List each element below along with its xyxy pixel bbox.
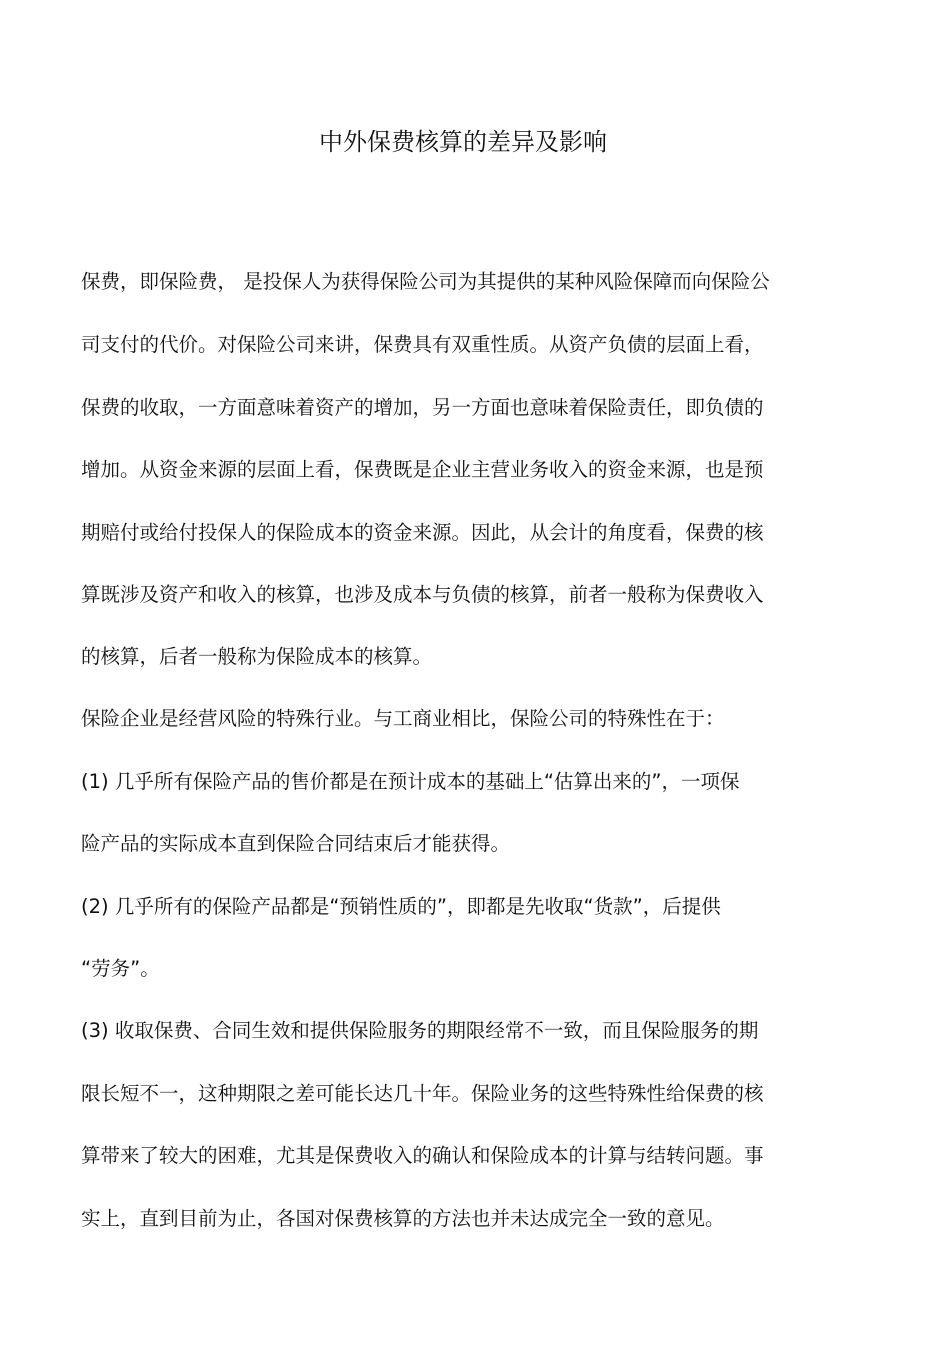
list-item-line: (2) 几乎所有的保险产品都是“预销性质的”，即都是先收取“货款”，后提供 (81, 895, 721, 918)
paragraph-line: 的核算，后者一般称为保险成本的核算。 (81, 645, 433, 668)
paragraph-line: 司支付的代价。对保险公司来讲，保费具有双重性质。从资产负债的层面上看， (81, 333, 764, 356)
page-title: 中外保费核算的差异及影响 (319, 128, 607, 156)
list-item-line: 限长短不一，这种期限之差可能长达几十年。保险业务的这些特殊性给保费的核 (81, 1082, 764, 1105)
paragraph-line: 增加。从资金来源的层面上看，保费既是企业主营业务收入的资金来源，也是预 (81, 458, 764, 481)
paragraph-line: 期赔付或给付投保人的保险成本的资金来源。因此，从会计的角度看，保费的核 (81, 521, 764, 544)
list-item-line: 实上，直到目前为止，各国对保费核算的方法也并未达成完全一致的意见。 (81, 1207, 725, 1230)
list-item-line: 算带来了较大的困难，尤其是保费收入的确认和保险成本的计算与结转问题。事 (81, 1144, 764, 1167)
paragraph-line: 保费的收取，一方面意味着资产的增加，另一方面也意味着保险责任，即负债的 (81, 396, 764, 419)
list-item-line: (1) 几乎所有保险产品的售价都是在预计成本的基础上“估算出来的”，一项保 (81, 770, 740, 793)
list-item-line: (3) 收取保费、合同生效和提供保险服务的期限经常不一致，而且保险服务的期 (81, 1019, 759, 1042)
paragraph-line: 算既涉及资产和收入的核算，也涉及成本与负债的核算，前者一般称为保费收入 (81, 583, 764, 606)
list-item-line: 险产品的实际成本直到保险合同结束后才能获得。 (81, 832, 511, 855)
paragraph-line: 保费，即保险费， 是投保人为获得保险公司为其提供的某种风险保障而向保险公 (81, 270, 770, 293)
list-item-line: “劳务”。 (81, 957, 160, 980)
paragraph-line: 保险企业是经营风险的特殊行业。与工商业相比，保险公司的特殊性在于： (81, 707, 725, 730)
